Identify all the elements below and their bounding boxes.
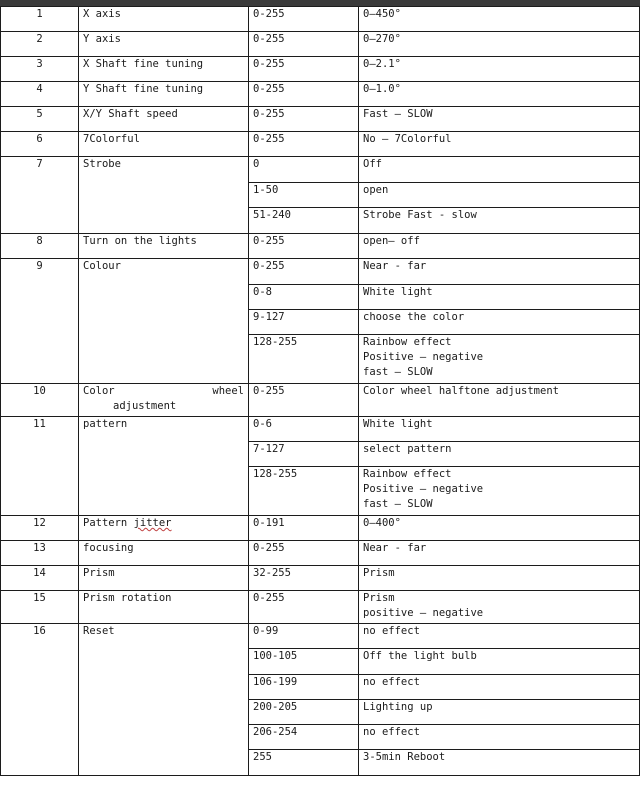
table-row bbox=[1, 259, 640, 285]
dmx-value-range: 0 bbox=[249, 157, 359, 183]
channel-number: 6 bbox=[1, 132, 79, 157]
function-name: Y axis bbox=[79, 32, 249, 57]
dmx-value-range: 0-255 bbox=[249, 591, 359, 624]
function-description: Lighting up bbox=[359, 700, 640, 725]
function-description: Off bbox=[359, 157, 640, 183]
function-description: Strobe Fast - slow bbox=[359, 208, 640, 234]
channel-number: 2 bbox=[1, 32, 79, 57]
dmx-value-range: 255 bbox=[249, 750, 359, 776]
channel-number: 5 bbox=[1, 107, 79, 132]
function-description: open— off bbox=[359, 234, 640, 259]
function-name: Prism rotation bbox=[79, 591, 249, 624]
function-description: Prism bbox=[359, 566, 640, 591]
function-description: Rainbow effect Positive — negative fast — SLOW bbox=[359, 335, 640, 384]
dmx-value-range: 0-255 bbox=[249, 57, 359, 82]
channel-number: 10 bbox=[1, 384, 79, 417]
dmx-value-range: 9-127 bbox=[249, 310, 359, 335]
function-description: Color wheel halftone adjustment bbox=[359, 384, 640, 417]
function-name: Y Shaft fine tuning bbox=[79, 82, 249, 107]
function-name-part: wheel bbox=[212, 385, 244, 397]
dmx-value-range: 0-6 bbox=[249, 417, 359, 442]
channel-number: 3 bbox=[1, 57, 79, 82]
dmx-value-range: 0-255 bbox=[249, 234, 359, 259]
dmx-value-range: 200-205 bbox=[249, 700, 359, 725]
dmx-value-range: 106-199 bbox=[249, 675, 359, 700]
table-row bbox=[1, 516, 640, 541]
function-description: No — 7Colorful bbox=[359, 132, 640, 157]
dmx-value-range: 0-255 bbox=[249, 541, 359, 566]
function-name: X/Y Shaft speed bbox=[79, 107, 249, 132]
dmx-value-range: 0-255 bbox=[249, 32, 359, 57]
table-row bbox=[1, 234, 640, 259]
table-row bbox=[1, 624, 640, 649]
function-name: 7Colorful bbox=[79, 132, 249, 157]
function-name: Prism bbox=[79, 566, 249, 591]
function-description: no effect bbox=[359, 675, 640, 700]
dmx-value-range: 0-255 bbox=[249, 259, 359, 285]
dmx-value-range: 0-255 bbox=[249, 384, 359, 417]
table-row bbox=[1, 384, 640, 417]
function-name-part: adjustment bbox=[113, 400, 177, 412]
function-name: focusing bbox=[79, 541, 249, 566]
dmx-value-range: 0-255 bbox=[249, 107, 359, 132]
function-description: White light bbox=[359, 417, 640, 442]
dmx-value-range: 0-191 bbox=[249, 516, 359, 541]
function-description: open bbox=[359, 183, 640, 208]
channel-number: 14 bbox=[1, 566, 79, 591]
dmx-value-range: 32-255 bbox=[249, 566, 359, 591]
dmx-value-range: 128-255 bbox=[249, 467, 359, 516]
channel-number: 12 bbox=[1, 516, 79, 541]
dmx-channel-table bbox=[0, 6, 640, 776]
function-name-part: jitter bbox=[133, 517, 172, 529]
function-name-cell bbox=[79, 384, 249, 417]
function-description: 0—270° bbox=[359, 32, 640, 57]
table-row bbox=[1, 82, 640, 107]
dmx-value-range: 0-99 bbox=[249, 624, 359, 649]
function-description: choose the color bbox=[359, 310, 640, 335]
function-description: Near - far bbox=[359, 541, 640, 566]
table-row bbox=[1, 157, 640, 183]
dmx-value-range: 7-127 bbox=[249, 442, 359, 467]
table-row bbox=[1, 417, 640, 442]
channel-number: 8 bbox=[1, 234, 79, 259]
function-name: X axis bbox=[79, 7, 249, 32]
table-row bbox=[1, 591, 640, 624]
dmx-value-range: 0-255 bbox=[249, 132, 359, 157]
channel-number: 16 bbox=[1, 624, 79, 776]
channel-number: 1 bbox=[1, 7, 79, 32]
table-row bbox=[1, 541, 640, 566]
function-description: select pattern bbox=[359, 442, 640, 467]
function-description: 3-5min Reboot bbox=[359, 750, 640, 776]
function-name: Strobe bbox=[79, 157, 249, 234]
function-name: Turn on the lights bbox=[79, 234, 249, 259]
function-name-part: Pattern bbox=[83, 517, 134, 529]
table-row bbox=[1, 7, 640, 32]
channel-number: 4 bbox=[1, 82, 79, 107]
dmx-value-range: 0-8 bbox=[249, 285, 359, 310]
table-row bbox=[1, 566, 640, 591]
dmx-value-range: 1-50 bbox=[249, 183, 359, 208]
function-description: Rainbow effect Positive — negative fast — SLOW bbox=[359, 467, 640, 516]
function-name: X Shaft fine tuning bbox=[79, 57, 249, 82]
function-name: pattern bbox=[79, 417, 249, 516]
function-description: 0—450° bbox=[359, 7, 640, 32]
function-description: Near - far bbox=[359, 259, 640, 285]
channel-number: 11 bbox=[1, 417, 79, 516]
function-description: no effect bbox=[359, 624, 640, 649]
channel-number: 9 bbox=[1, 259, 79, 384]
table-row bbox=[1, 57, 640, 82]
function-description: Off the light bulb bbox=[359, 649, 640, 675]
function-description: 0—400° bbox=[359, 516, 640, 541]
channel-number: 13 bbox=[1, 541, 79, 566]
dmx-value-range: 0-255 bbox=[249, 82, 359, 107]
table-row bbox=[1, 32, 640, 57]
function-description: no effect bbox=[359, 725, 640, 750]
function-name-cell bbox=[79, 516, 249, 541]
function-name-line bbox=[83, 384, 244, 399]
table-row bbox=[1, 107, 640, 132]
function-description: 0—1.0° bbox=[359, 82, 640, 107]
function-description: White light bbox=[359, 285, 640, 310]
channel-number: 7 bbox=[1, 157, 79, 234]
dmx-value-range: 100-105 bbox=[249, 649, 359, 675]
function-description: Prism positive — negative bbox=[359, 591, 640, 624]
channel-number: 15 bbox=[1, 591, 79, 624]
function-description: 0—2.1° bbox=[359, 57, 640, 82]
function-name: Reset bbox=[79, 624, 249, 776]
dmx-value-range: 51-240 bbox=[249, 208, 359, 234]
dmx-value-range: 128-255 bbox=[249, 335, 359, 384]
function-description: Fast — SLOW bbox=[359, 107, 640, 132]
table-row bbox=[1, 132, 640, 157]
dmx-value-range: 206-254 bbox=[249, 725, 359, 750]
function-name: Colour bbox=[79, 259, 249, 384]
function-name-part: Color bbox=[83, 385, 115, 397]
dmx-value-range: 0-255 bbox=[249, 7, 359, 32]
